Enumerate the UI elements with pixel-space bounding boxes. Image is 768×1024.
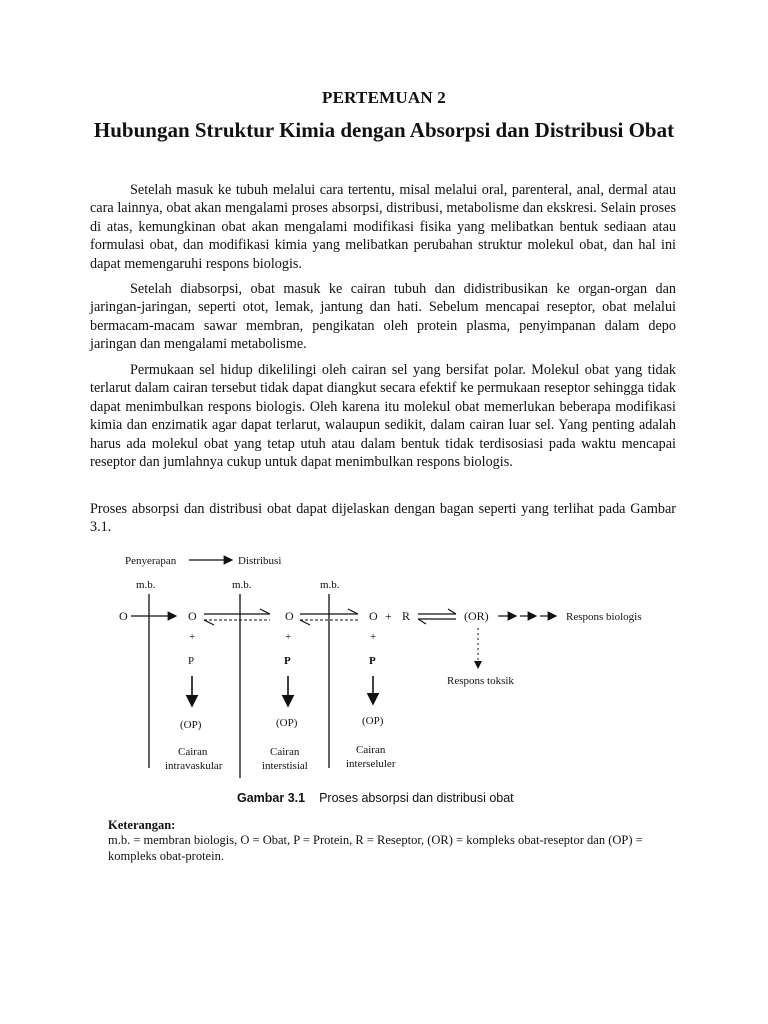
- complex-op-2: (OP): [276, 717, 298, 729]
- membrane-label-3: m.b.: [320, 579, 340, 591]
- drug-o-interseluler: O: [369, 609, 378, 623]
- caption-number: Gambar 3.1: [237, 791, 306, 805]
- complex-op-1: (OP): [180, 719, 202, 731]
- compartment-cairan-3: Cairan: [356, 744, 386, 756]
- label-respons-toksik: Respons toksik: [447, 675, 514, 687]
- compartment-cairan-2: Cairan: [270, 746, 300, 758]
- paragraph-1: Setelah masuk ke tubuh melalui cara tertentu, misal melalui oral, parenteral, anal, dermal atau cara lainnya, obat akan mengalami proses absorpsi, distribusi, metabolisme dan ekskresi. Selain proses di atas, kemungkinan obat akan mengalami modifikasi fisika yang melibatkan bentuk sediaan atau formulasi obat, dan modifikasi kimia yang melibatkan perubahan struktur molekul obat, dan hal ini dapat memengaruhi respons biologis.: [90, 182, 676, 272]
- drug-o-intravascular: O: [188, 609, 197, 623]
- label-distribusi: Distribusi: [238, 555, 282, 567]
- drug-o-interstitial: O: [285, 609, 294, 623]
- complex-op-3: (OP): [362, 715, 384, 727]
- receptor-r: R: [402, 609, 411, 623]
- page-title: Hubungan Struktur Kimia dengan Absorpsi dan Distribusi Obat: [93, 118, 675, 142]
- drug-o-outside: O: [119, 609, 128, 623]
- protein-p-2: P: [284, 655, 291, 667]
- protein-p-1: P: [188, 655, 195, 667]
- absorption-distribution-diagram: [100, 548, 670, 788]
- compartment-interseluler: interseluler: [346, 758, 396, 770]
- paragraph-3: Permukaan sel hidup dikelilingi oleh cairan sel yang bersifat polar. Molekul obat yang tidak terlarut dalam cairan tersebut tidak dapat diangkut secara efektif ke permukaan reseptor sehingga tidak dapat menimbulkan respons biologis. Oleh karena itu molekul obat memerlukan beberapa modifikasi kimia dan enzimatik agar dapat terlarut, walaupun sedikit, dalam cairan luar sel. Yang penting adalah harus ada molekul obat yang tetap utuh atau dalam bentuk tidak terdisosiasi pada waktu mencapai reseptor dan jumlahnya cukup untuk dapat menimbulkan respons biologis.: [90, 362, 676, 471]
- compartment-cairan-1: Cairan: [178, 746, 208, 758]
- label-respons-biologis: Respons biologis: [566, 611, 642, 623]
- section-heading: PERTEMUAN 2: [322, 88, 446, 107]
- plus-sign-r: +: [385, 609, 392, 623]
- figure-caption: [237, 791, 514, 805]
- plus-sign-1: +: [189, 631, 196, 643]
- compartment-interstisial: interstisial: [262, 760, 308, 772]
- protein-p-3: P: [369, 655, 376, 667]
- compartment-intravaskular: intravaskular: [165, 760, 223, 772]
- paragraph-4: Proses absorpsi dan distribusi obat dapat dijelaskan dengan bagan seperti yang terlihat pada Gambar 3.1.: [90, 501, 676, 536]
- plus-sign-2: +: [285, 631, 292, 643]
- label-penyerapan: Penyerapan: [125, 555, 177, 567]
- legend-title: Keterangan:: [108, 818, 176, 832]
- legend-text: m.b. = membran biologis, O = Obat, P = Protein, R = Reseptor, (OR) = kompleks obat-reseptor dan (OP) = kompleks obat-protein.: [108, 833, 643, 863]
- complex-or: (OR): [464, 609, 489, 623]
- caption-text: Proses absorpsi dan distribusi obat: [319, 791, 514, 805]
- membrane-label-1: m.b.: [136, 579, 156, 591]
- membrane-label-2: m.b.: [232, 579, 252, 591]
- paragraph-2: Setelah diabsorpsi, obat masuk ke cairan tubuh dan didistribusikan ke organ-organ dan jaringan-jaringan, seperti otot, lemak, jantung dan hati. Sebelum mencapai reseptor, obat melalui bermacam-macam sawar membran, pengikatan oleh protein plasma, penyimpanan dalam depo jaringan dan mengalami metabolisme.: [90, 281, 676, 353]
- plus-sign-3: +: [370, 631, 377, 643]
